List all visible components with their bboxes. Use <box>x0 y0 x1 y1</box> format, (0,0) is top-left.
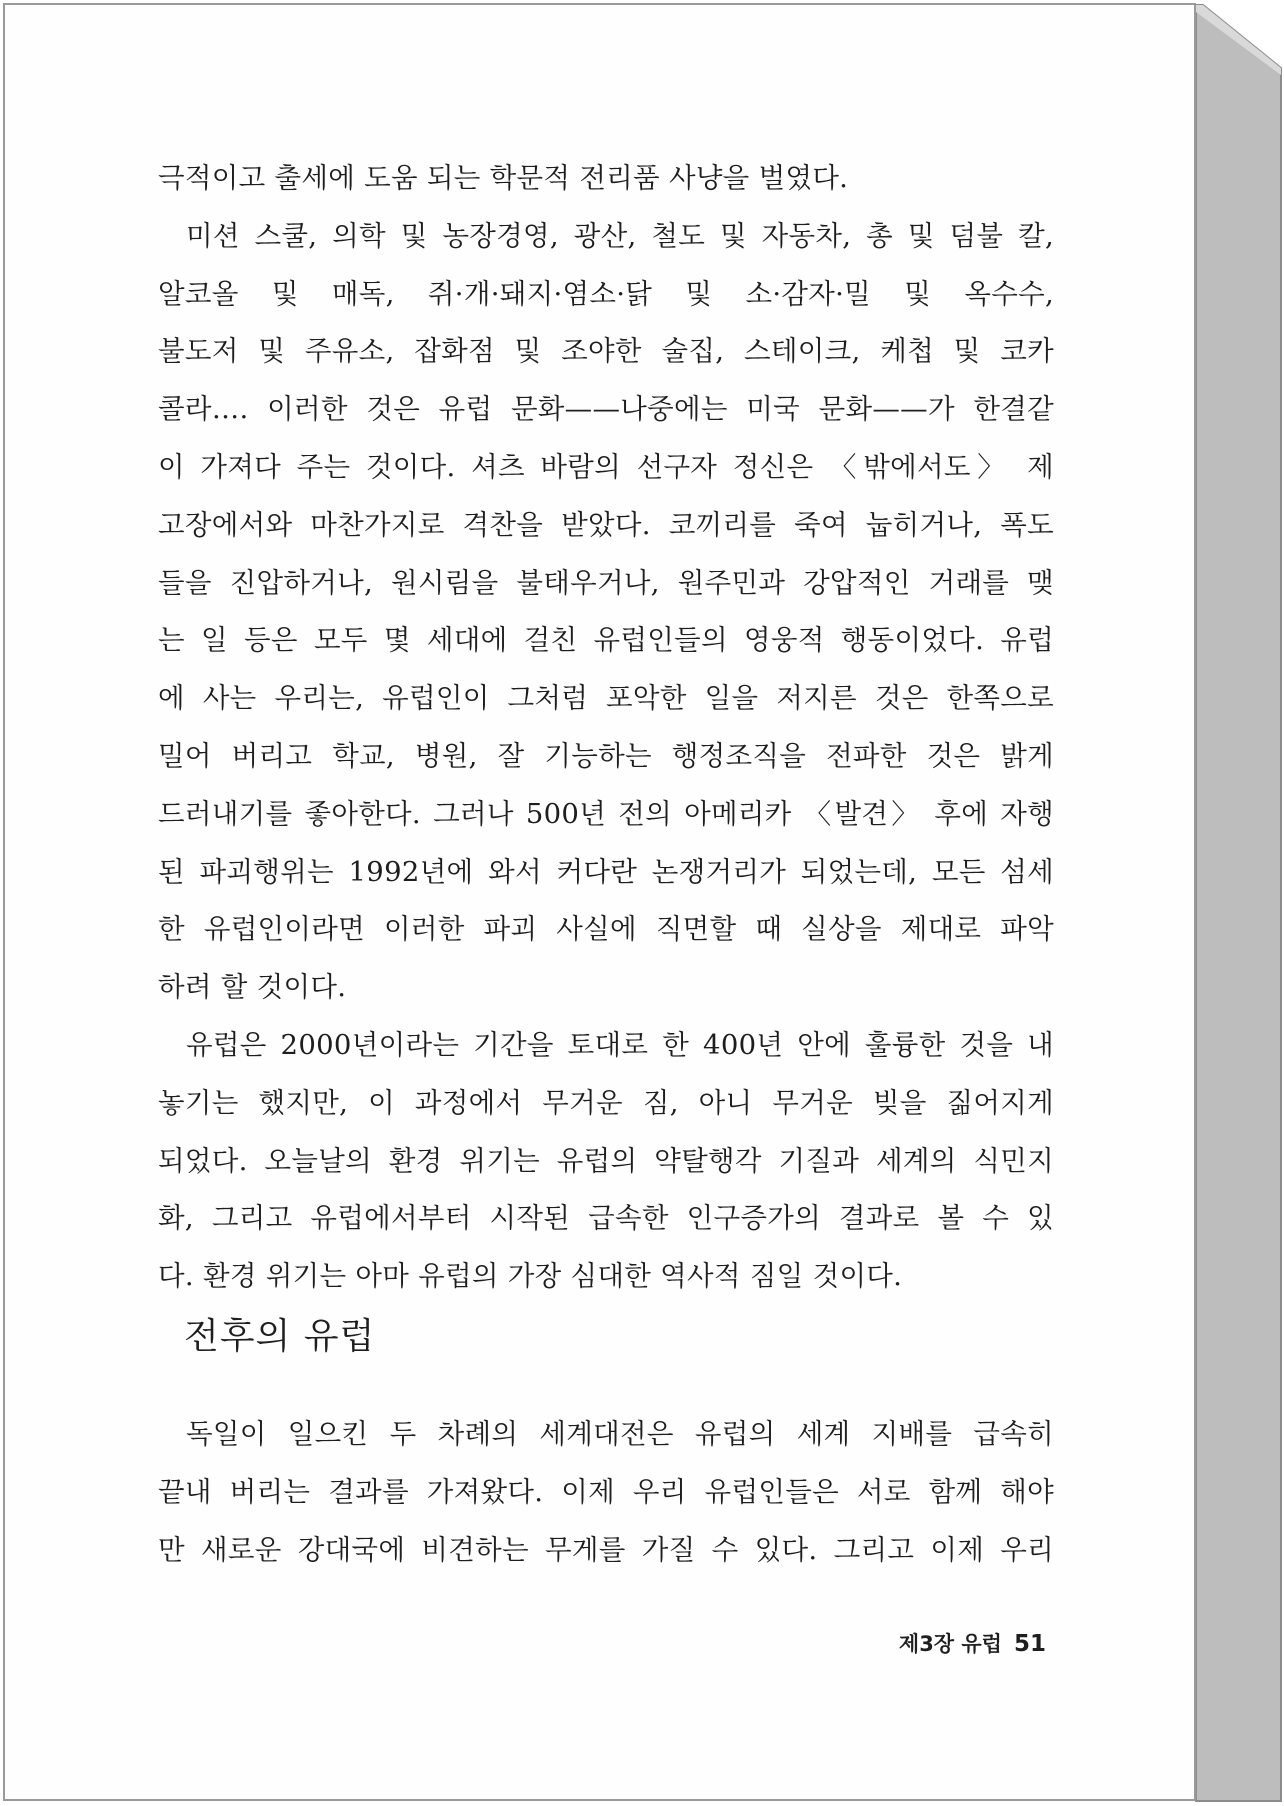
text-line: 하려 할 것이다. <box>158 971 347 1004</box>
text-line: 된 파괴행위는 1992년에 와서 커다란 논쟁거리가 되었는데, 모든 섬세 <box>158 855 1054 888</box>
text-line: 콜라…. 이러한 것은 유럽 문화——나중에는 미국 문화——가 한결같 <box>158 393 1054 426</box>
text-line: 는 일 등은 모두 몇 세대에 걸친 유럽인들의 영웅적 행동이었다. 유럽 <box>158 624 1054 657</box>
text-line: 고장에서와 마찬가지로 격찬을 받았다. 코끼리를 죽여 눕히거나, 폭도 <box>158 508 1054 541</box>
body-text-top <box>158 150 1054 1306</box>
text-line: 되었다. 오늘날의 환경 위기는 유럽의 약탈행각 기질과 세계의 식민지 <box>158 1144 1054 1177</box>
page-footer <box>899 1628 1046 1658</box>
text-line: 다. 환경 위기는 아마 유럽의 가장 심대한 역사적 짐일 것이다. <box>158 1260 903 1293</box>
text-line: 미션 스쿨, 의학 및 농장경영, 광산, 철도 및 자동차, 총 및 덤불 칼, <box>186 219 1054 252</box>
text-line: 끝내 버리는 결과를 가져왔다. 이제 우리 유럽인들은 서로 함께 해야 <box>158 1475 1054 1508</box>
text-line: 밀어 버리고 학교, 병원, 잘 기능하는 행정조직을 전파한 것은 밝게 <box>158 739 1054 772</box>
text-line: 한 유럽인이라면 이러한 파괴 사실에 직면할 때 실상을 제대로 파악 <box>158 913 1054 946</box>
text-line: 불도저 및 주유소, 잡화점 및 조야한 술집, 스테이크, 케첩 및 코카 <box>158 335 1054 368</box>
text-line: 유럽은 2000년이라는 기간을 토대로 한 400년 안에 훌륭한 것을 내 <box>186 1028 1054 1061</box>
text-line: 놓기는 했지만, 이 과정에서 무거운 짐, 아니 무거운 빚을 짊어지게 <box>158 1086 1054 1119</box>
text-line: 에 사는 우리는, 유럽인이 그처럼 포악한 일을 저지른 것은 한쪽으로 <box>158 682 1054 715</box>
text-line: 화, 그리고 유럽에서부터 시작된 급속한 인구증가의 결과로 볼 수 있 <box>158 1202 1054 1235</box>
text-line: 만 새로운 강대국에 비견하는 무게를 가질 수 있다. 그리고 이제 우리 <box>158 1533 1054 1566</box>
page-number: 51 <box>1013 1631 1046 1657</box>
text-line: 드러내기를 좋아한다. 그러나 500년 전의 아메리카 〈발견〉 후에 자행 <box>158 797 1054 830</box>
text-line: 알코올 및 매독, 쥐·개·돼지·염소·닭 및 소·감자·밀 및 옥수수, <box>158 277 1054 310</box>
section-title: 전후의 유럽 <box>184 1316 376 1357</box>
text-line: 들을 진압하거나, 원시림을 불태우거나, 원주민과 강압적인 거래를 맺 <box>158 566 1054 599</box>
text-line: 독일이 일으킨 두 차례의 세계대전은 유럽의 세계 지배를 급속히 <box>186 1418 1054 1450</box>
text-line: 극적이고 출세에 도움 되는 학문적 전리품 사냥을 벌였다. <box>158 162 849 194</box>
text-line: 이 가져다 주는 것이다. 셔츠 바람의 선구자 정신은 〈밖에서도〉 제 <box>158 450 1054 483</box>
body-text-bottom <box>158 1406 1054 1579</box>
chapter-label: 제3장 유럽 <box>898 1632 1002 1656</box>
